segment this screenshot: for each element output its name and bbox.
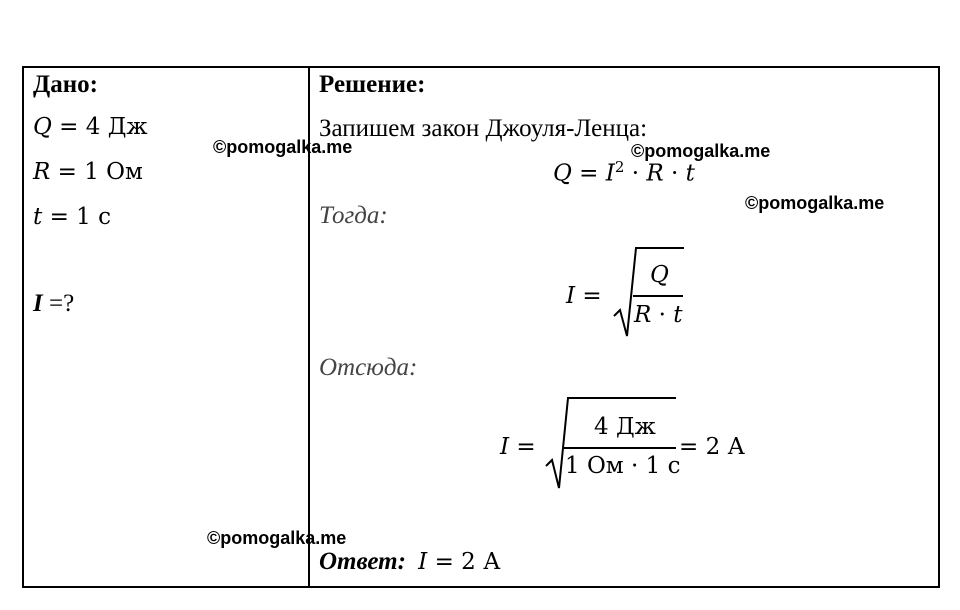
- formula1-exp: 2: [614, 158, 625, 176]
- answer-value: = 2 А: [434, 549, 501, 575]
- given-resistance: [33, 161, 143, 184]
- formula2-denominator: [634, 304, 683, 327]
- watermark: ©pomogalka.me: [207, 528, 347, 548]
- given-resistance-value: = 1 Ом: [57, 159, 143, 185]
- formula3-i: I: [500, 434, 510, 460]
- given-resistance-var: R: [33, 159, 51, 185]
- given-unknown: [33, 291, 74, 316]
- hence-label: Отсюда:: [319, 354, 418, 381]
- given-unknown-var: I: [33, 290, 43, 317]
- given-charge: [33, 116, 148, 139]
- formula3-numerator: 4 Дж: [594, 414, 656, 440]
- given-time: [33, 206, 111, 229]
- formula1-q: Q: [553, 160, 572, 187]
- given-charge-var: Q: [33, 114, 52, 140]
- formula1-t: t: [685, 160, 695, 187]
- answer-var: I: [418, 549, 428, 575]
- formula1-eq: =: [579, 160, 599, 187]
- formula2-fraction-bar: [633, 295, 683, 297]
- answer-label: Ответ:: [319, 548, 406, 575]
- formula1-r: R: [646, 160, 664, 187]
- given-time-var: t: [33, 204, 43, 230]
- formula1-dot1: ·: [631, 160, 640, 187]
- given-unknown-value: =?: [48, 290, 75, 317]
- answer-line: [319, 549, 501, 574]
- then-label: Тогда:: [319, 202, 388, 229]
- given-charge-value: = 4 Дж: [59, 114, 148, 140]
- solution-intro: Запишем закон Джоуля-Ленца:: [319, 115, 648, 142]
- watermark: ©pomogalka.me: [745, 193, 885, 213]
- watermark: ©pomogalka.me: [213, 137, 353, 157]
- formula-joule-lenz: [553, 160, 695, 186]
- formula1-i: I: [605, 160, 615, 187]
- formula3-fraction-bar: [564, 447, 676, 449]
- formula1-dot2: ·: [670, 160, 679, 187]
- formula2-numerator: Q: [650, 262, 669, 288]
- answer-formula: [418, 549, 500, 575]
- formula3-result: = 2 А: [679, 434, 745, 460]
- formula3-eq: =: [516, 434, 536, 460]
- solution-heading: Решение:: [319, 71, 426, 98]
- formula2-lhs: [566, 285, 602, 308]
- formula3-lhs: [500, 436, 536, 459]
- formula2-den-t: t: [673, 302, 683, 328]
- watermark: ©pomogalka.me: [631, 141, 771, 161]
- formula3-denominator: 1 Ом · 1 с: [565, 453, 681, 479]
- formula2-i: I: [566, 283, 576, 309]
- formula2-den-r: R: [634, 302, 652, 328]
- given-heading: Дано:: [33, 71, 98, 98]
- formula2-den-dot: ·: [658, 302, 666, 328]
- solution-table: [22, 66, 940, 588]
- given-time-value: = 1 с: [49, 204, 111, 230]
- formula2-eq: =: [582, 283, 602, 309]
